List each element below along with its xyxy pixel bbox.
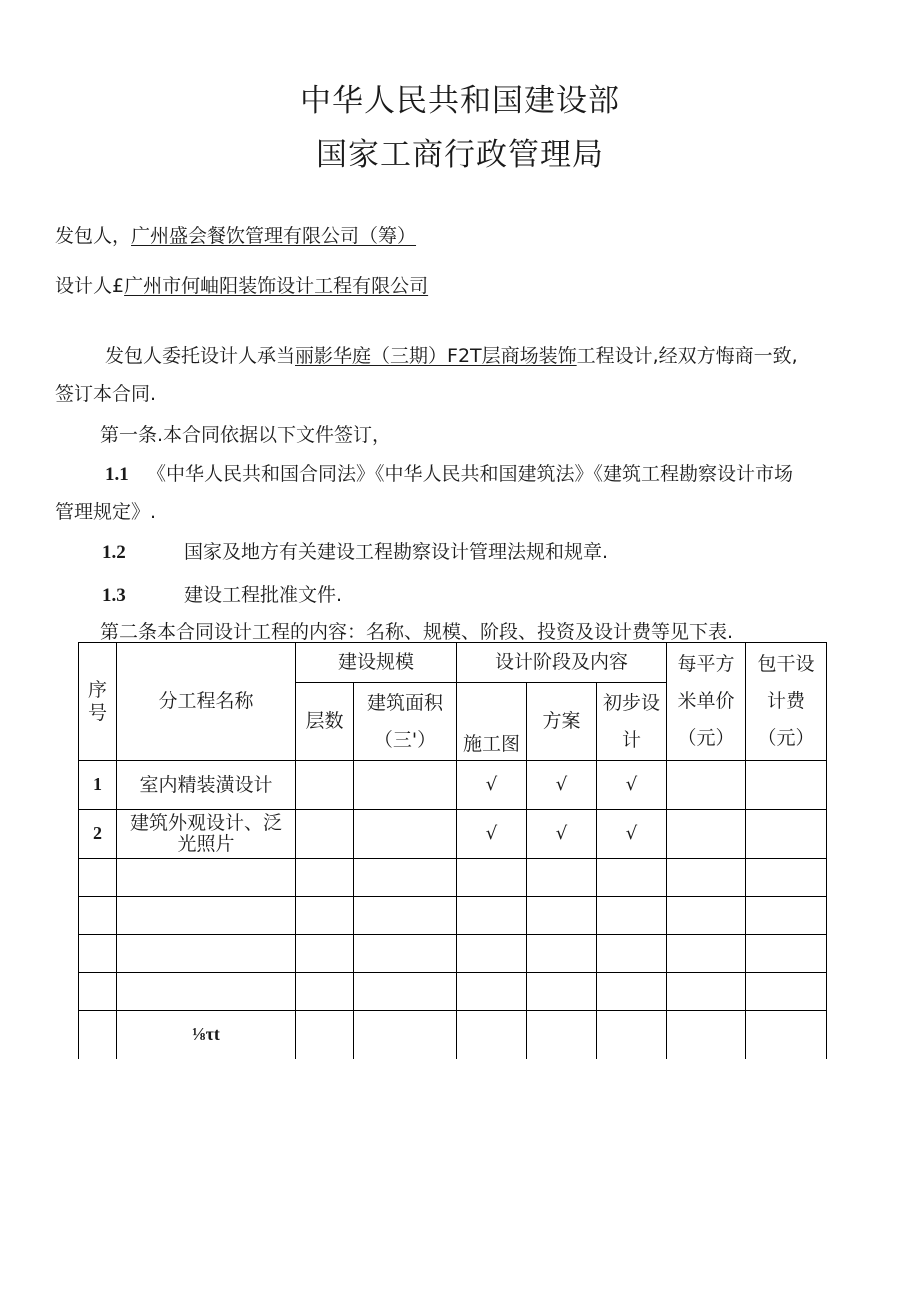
- designer-line: [55, 271, 428, 298]
- row-unit-price: [667, 761, 746, 810]
- row-name: 建筑外观设计、泛 光照片: [117, 810, 296, 859]
- header-floors: 层数: [296, 683, 354, 761]
- table-row-total: [79, 1011, 827, 1059]
- header-lump-sum: 包干设 计费 （元）: [746, 643, 827, 761]
- article1-item2: [102, 537, 608, 564]
- item2-number: 1.2: [102, 542, 126, 563]
- header-phase: 设计阶段及内容: [457, 643, 667, 683]
- row-scheme-check: √: [527, 761, 597, 810]
- intro-part2: 工程设计,经双方悔商一致,: [576, 345, 798, 367]
- header-seq: 序 号: [79, 643, 117, 761]
- designer-name: 广州市何岫阳装饰设计工程有限公司: [124, 275, 429, 297]
- table-row-empty: [79, 935, 827, 973]
- title-ministry: 中华人民共和国建设部: [300, 83, 620, 119]
- item3-number: 1.3: [102, 585, 126, 606]
- row-construction-check: √: [457, 810, 527, 859]
- row-area: [354, 761, 457, 810]
- header-scale: 建设规模: [296, 643, 457, 683]
- header-construction: 施工图: [457, 683, 527, 761]
- title-bureau: 国家工商行政管理局: [316, 137, 604, 173]
- item3-text: 建设工程批准文件.: [184, 584, 343, 606]
- header-unit-price: 每平方 米单价 （元）: [667, 643, 746, 761]
- design-scope-table: [78, 642, 827, 1059]
- row-unit-price: [667, 810, 746, 859]
- employer-label: 发包人，: [55, 225, 132, 247]
- row-lump-sum: [746, 810, 827, 859]
- table-row-empty: [79, 859, 827, 897]
- article1-item3: [102, 580, 342, 607]
- table-row-empty: [79, 897, 827, 935]
- row-seq: 2: [79, 810, 117, 859]
- article1-heading: 第一条.本合同依据以下文件签订，: [100, 424, 392, 446]
- total-label: ⅛τt: [117, 1011, 296, 1059]
- row-prelim-check: √: [597, 761, 667, 810]
- row-prelim-check: √: [597, 810, 667, 859]
- row-area: [354, 810, 457, 859]
- row-lump-sum: [746, 761, 827, 810]
- employer-line: [55, 221, 416, 248]
- item1-text: 《中华人民共和国合同法》《中华人民共和国建筑法》《建筑工程勘察设计市场: [147, 463, 794, 485]
- intro-part1: 发包人委托设计人承当: [105, 345, 296, 367]
- row-scheme-check: √: [527, 810, 597, 859]
- item1-number: 1.1: [105, 464, 129, 485]
- intro-line-2: 签订本合同.: [55, 383, 157, 405]
- intro-line-1: [105, 341, 798, 368]
- table-row-empty: [79, 973, 827, 1011]
- employer-name: 广州盛会餐饮管理有限公司（筹）: [131, 225, 417, 247]
- row-seq: 1: [79, 761, 117, 810]
- item2-text: 国家及地方有关建设工程勘察设计管理法规和规章.: [184, 541, 609, 563]
- article2-heading: 第二条本合同设计工程的内容：名称、规模、阶段、投资及设计费等见下表.: [100, 621, 734, 643]
- designer-label: 设计人£: [55, 275, 125, 297]
- table-row: [79, 761, 827, 810]
- row-floors: [296, 761, 354, 810]
- header-scheme: 方案: [527, 683, 597, 761]
- article1-item1-cont: 管理规定》.: [55, 501, 157, 523]
- intro-project: 丽影华庭（三期）F2T层商场装饰: [295, 345, 577, 367]
- header-prelim: 初步设 计: [597, 683, 667, 761]
- article1-item1: [105, 459, 793, 486]
- header-name: 分工程名称: [117, 643, 296, 761]
- table-row: [79, 810, 827, 859]
- row-construction-check: √: [457, 761, 527, 810]
- row-name: 室内精装潢设计: [117, 761, 296, 810]
- row-floors: [296, 810, 354, 859]
- header-area: 建筑面积 （三'）: [354, 683, 457, 761]
